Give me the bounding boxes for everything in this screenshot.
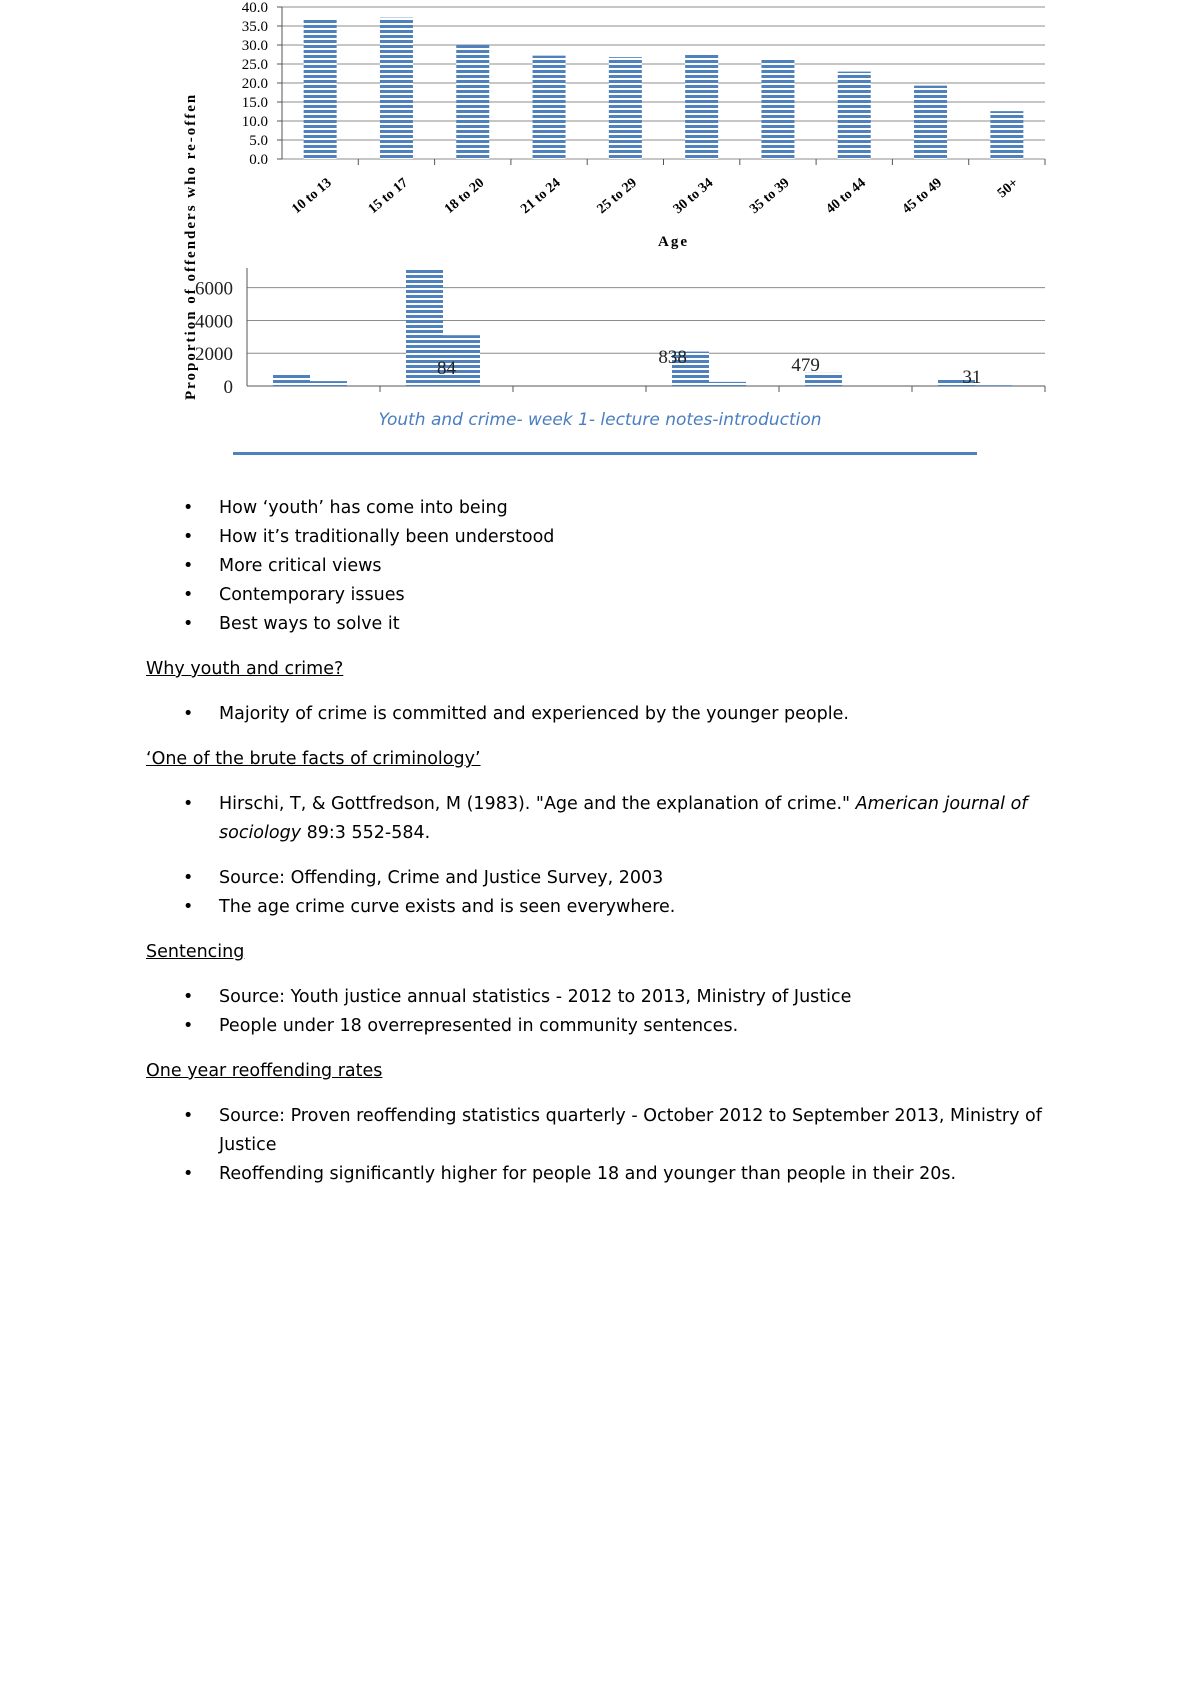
data-label: 84 — [437, 358, 456, 379]
y-tick-label: 10.0 — [241, 114, 268, 130]
y-tick-label: 0.0 — [249, 152, 268, 168]
y-tick-label: 20.0 — [241, 76, 268, 92]
why-list — [146, 700, 1066, 729]
list-item: • Source: Proven reoffending statistics quarterly - October 2012 to September 2013, Ministry of Justice — [146, 1102, 1066, 1160]
header-rule — [233, 452, 977, 455]
x-tick-label: 35 to 39 — [747, 175, 793, 218]
list-item: • Source: Youth justice annual statistics - 2012 to 2013, Ministry of Justice — [146, 983, 1066, 1012]
list-item: • How ‘youth’ has come into being — [146, 494, 1066, 523]
bar — [990, 111, 1023, 159]
intro-list — [146, 494, 1066, 639]
bar — [609, 57, 642, 159]
reoffending-list — [146, 1102, 1066, 1189]
list-item: • The age crime curve exists and is seen everywhere. — [146, 893, 1066, 922]
section-heading-sentencing: Sentencing — [146, 942, 245, 962]
y-axis-title: Proportion of offenders who re-offen — [183, 92, 199, 400]
x-axis-title: Age — [658, 234, 689, 250]
bar — [456, 45, 489, 159]
y-tick-label: 0 — [223, 377, 233, 398]
bar — [533, 56, 566, 159]
list-item: • Reoffending significantly higher for people 18 and younger than people in their 20s. — [146, 1160, 1066, 1189]
x-tick-label: 18 to 20 — [441, 175, 488, 218]
y-tick-label: 5.0 — [249, 133, 268, 149]
y-tick-label: 2000 — [195, 344, 233, 366]
y-tick-label: 35.0 — [241, 19, 268, 35]
data-label: 31 — [962, 367, 982, 388]
bar — [838, 72, 871, 159]
section-heading-brute-facts: ‘One of the brute facts of criminology’ — [146, 749, 481, 769]
bar — [761, 59, 794, 159]
x-tick-label: 15 to 17 — [365, 175, 412, 218]
list-item: • Source: Offending, Crime and Justice Survey, 2003 — [146, 864, 1066, 893]
y-tick-label: 4000 — [195, 311, 233, 333]
bar — [914, 86, 947, 159]
section-heading-reoffending: One year reoffending rates — [146, 1061, 383, 1081]
y-tick-label: 40.0 — [241, 0, 268, 16]
list-item: • People under 18 overrepresented in community sentences. — [146, 1012, 1066, 1041]
data-label: 479 — [791, 355, 820, 376]
x-tick-label: 50+ — [994, 175, 1022, 202]
x-tick-label: 25 to 29 — [594, 175, 640, 218]
bar — [380, 18, 413, 159]
data-label: 838 — [658, 347, 687, 368]
x-tick-label: 30 to 34 — [670, 175, 717, 218]
y-tick-label: 6000 — [195, 278, 233, 300]
list-item: • More critical views — [146, 552, 1066, 581]
y-tick-label: 25.0 — [241, 57, 268, 73]
list-item: • How it’s traditionally been understood — [146, 523, 1066, 552]
charts-area — [0, 0, 1200, 440]
bar — [709, 382, 746, 386]
document-body — [146, 494, 1066, 1205]
bar — [685, 54, 718, 159]
brute-facts-list — [146, 864, 1066, 922]
list-item: • Best ways to solve it — [146, 610, 1066, 639]
section-heading-why: Why youth and crime? — [146, 659, 344, 679]
list-item: • Majority of crime is committed and experienced by the younger people. — [146, 700, 1066, 729]
x-tick-label: 45 to 49 — [899, 175, 946, 218]
sentences-bar-chart — [195, 268, 1045, 398]
x-tick-label: 21 to 24 — [518, 175, 564, 218]
y-tick-label: 30.0 — [241, 38, 268, 54]
bar — [310, 381, 347, 386]
citation-list — [146, 790, 1066, 848]
age-reoffending-bar-chart — [242, 0, 1045, 250]
citation-authors: Hirschi, T, & Gottfredson, M (1983). "Age and the explanation of crime." — [219, 794, 856, 814]
list-item: • Contemporary issues — [146, 581, 1066, 610]
bar — [304, 19, 337, 159]
bar — [273, 375, 310, 386]
sentencing-list — [146, 983, 1066, 1041]
document-header: Youth and crime- week 1- lecture notes-introduction — [378, 410, 822, 430]
x-tick-label: 10 to 13 — [289, 175, 335, 218]
citation-item — [146, 790, 1066, 848]
citation-journal: American journal of sociology — [219, 794, 1028, 843]
y-tick-label: 15.0 — [241, 95, 268, 111]
citation-volume: 89:3 552-584. — [301, 823, 431, 843]
x-tick-label: 40 to 44 — [823, 175, 869, 218]
